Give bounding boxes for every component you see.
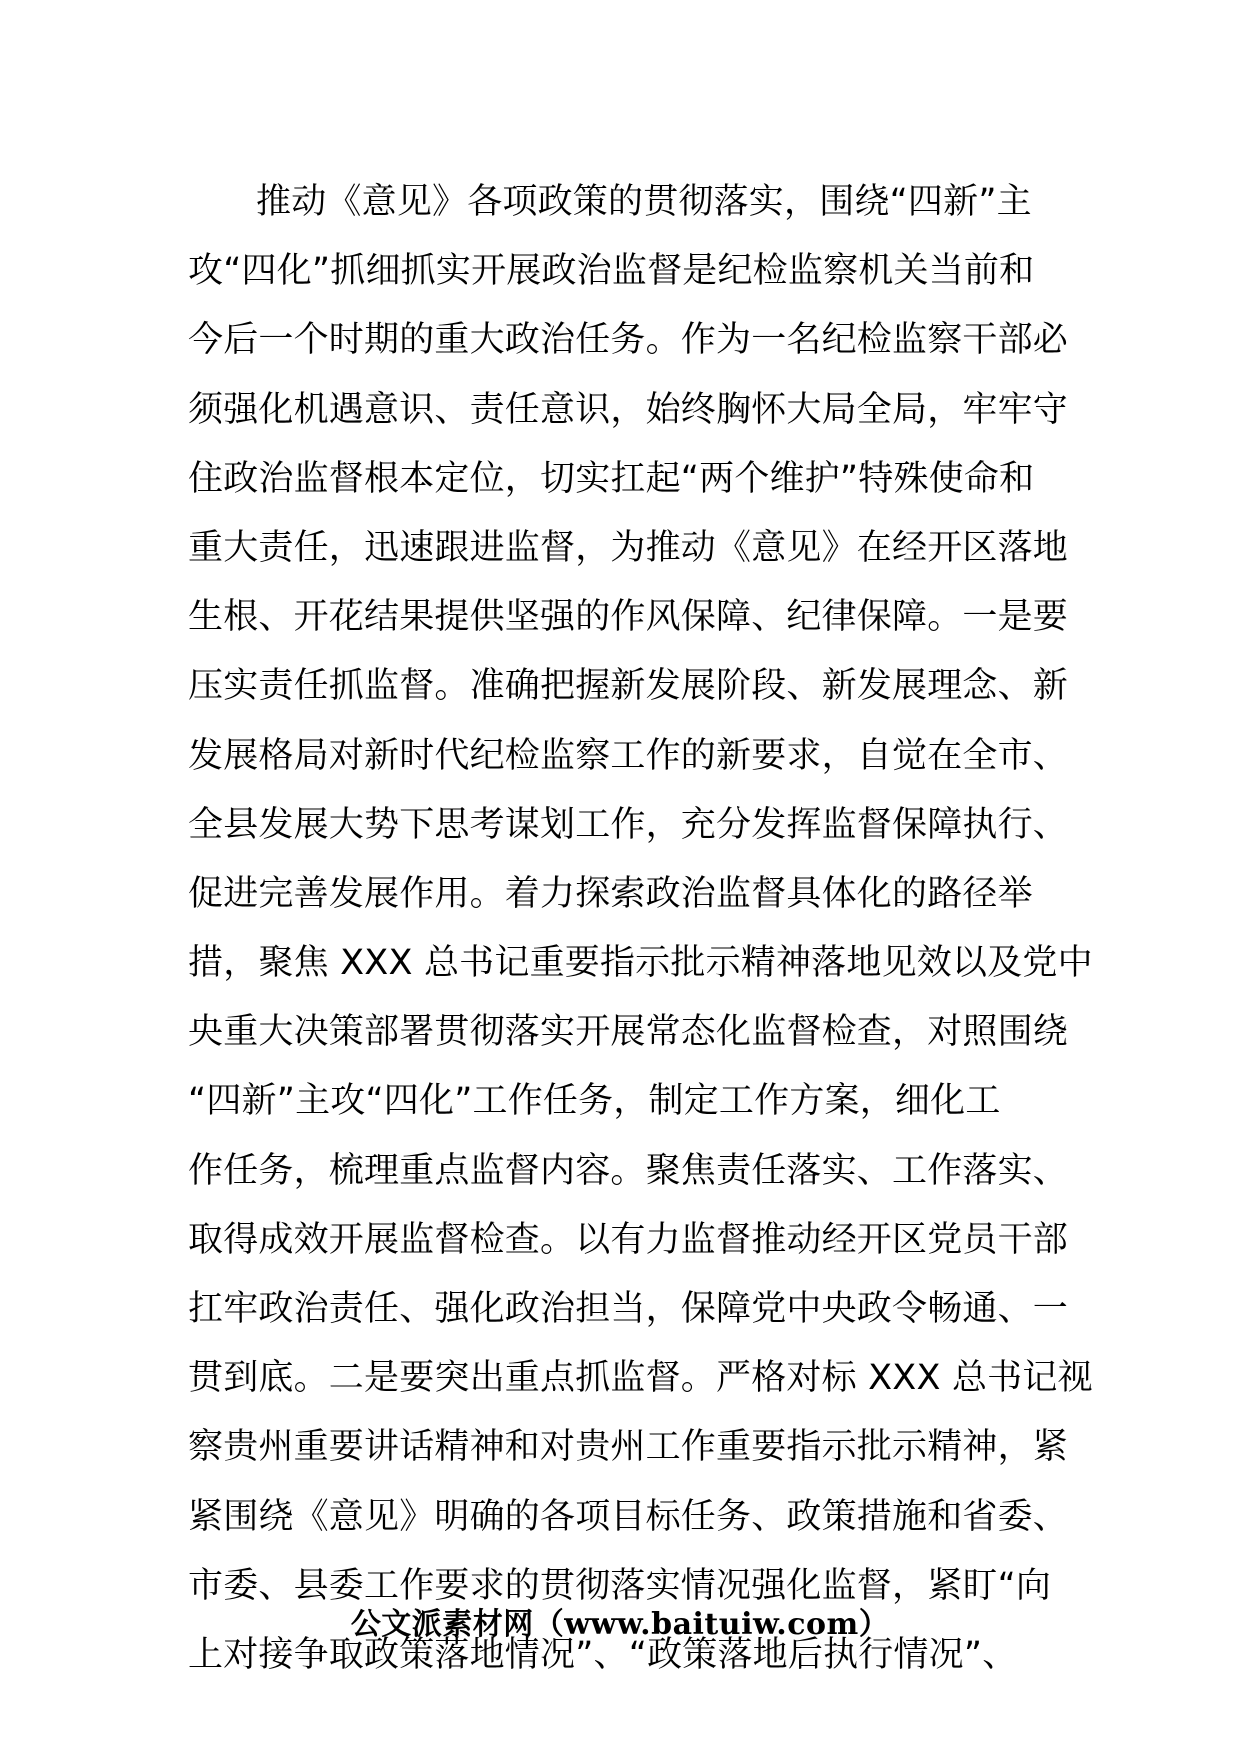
text-line: 作任务，梳理重点监督内容。聚焦责任落实、工作落实、 [188, 1150, 1069, 1191]
text-line: 须强化机遇意识、责任意识，始终胸怀大局全局，牢牢守 [188, 389, 1069, 430]
text-line: 攻“四化”抓细抓实开展政治监督是纪检监察机关当前和 [188, 251, 1035, 292]
text-line: 生根、开花结果提供坚强的作风保障、纪律保障。一是要 [188, 597, 1069, 638]
text-line: 重大责任，迅速跟进监督，为推动《意见》在经开区落地 [188, 527, 1069, 568]
body-paragraph [188, 168, 1093, 1690]
text-line: 扛牢政治责任、强化政治担当，保障党中央政令畅通、一 [188, 1289, 1069, 1329]
text-line: 紧围绕《意见》明确的各项目标任务、政策措施和省委、 [188, 1496, 1069, 1537]
text-line: 央重大决策部署贯彻落实开展常态化监督检查，对照围绕 [188, 1012, 1069, 1053]
text-line: 推动《意见》各项政策的贯彻落实，围绕“四新”主 [256, 182, 1032, 222]
text-line: 措，聚焦 XXX 总书记重要指示批示精神落地见效以及党中 [188, 943, 1093, 984]
text-line: 发展格局对新时代纪检监察工作的新要求，自觉在全市、 [188, 735, 1069, 776]
text-line: 全县发展大势下思考谋划工作，充分发挥监督保障执行、 [188, 804, 1069, 845]
text-line: 上对接争取政策落地情况”、“政策落地后执行情况”、 [188, 1634, 1018, 1675]
text-line: 压实责任抓监督。准确把握新发展阶段、新发展理念、新 [188, 666, 1069, 707]
text-line: 取得成效开展监督检查。以有力监督推动经开区党员干部 [188, 1219, 1069, 1260]
text-line: 贯到底。二是要突出重点抓监督。严格对标 XXX 总书记视 [188, 1358, 1093, 1399]
text-line: 市委、县委工作要求的贯彻落实情况强化监督，紧盯“向 [188, 1565, 1052, 1606]
text-line: 住政治监督根本定位，切实扛起“两个维护”特殊使命和 [188, 458, 1035, 499]
text-line: “四新”主攻“四化”工作任务，制定工作方案，细化工 [188, 1081, 1001, 1122]
text-line: 今后一个时期的重大政治任务。作为一名纪检监察干部必 [188, 320, 1069, 361]
text-line: 察贵州重要讲话精神和对贵州工作重要指示批示精神，紧 [188, 1427, 1069, 1468]
text-line: 促进完善发展作用。着力探索政治监督具体化的路径举 [188, 873, 1033, 914]
page-footer: 公文派素材网（www.baituiw.com） [350, 1607, 890, 1642]
